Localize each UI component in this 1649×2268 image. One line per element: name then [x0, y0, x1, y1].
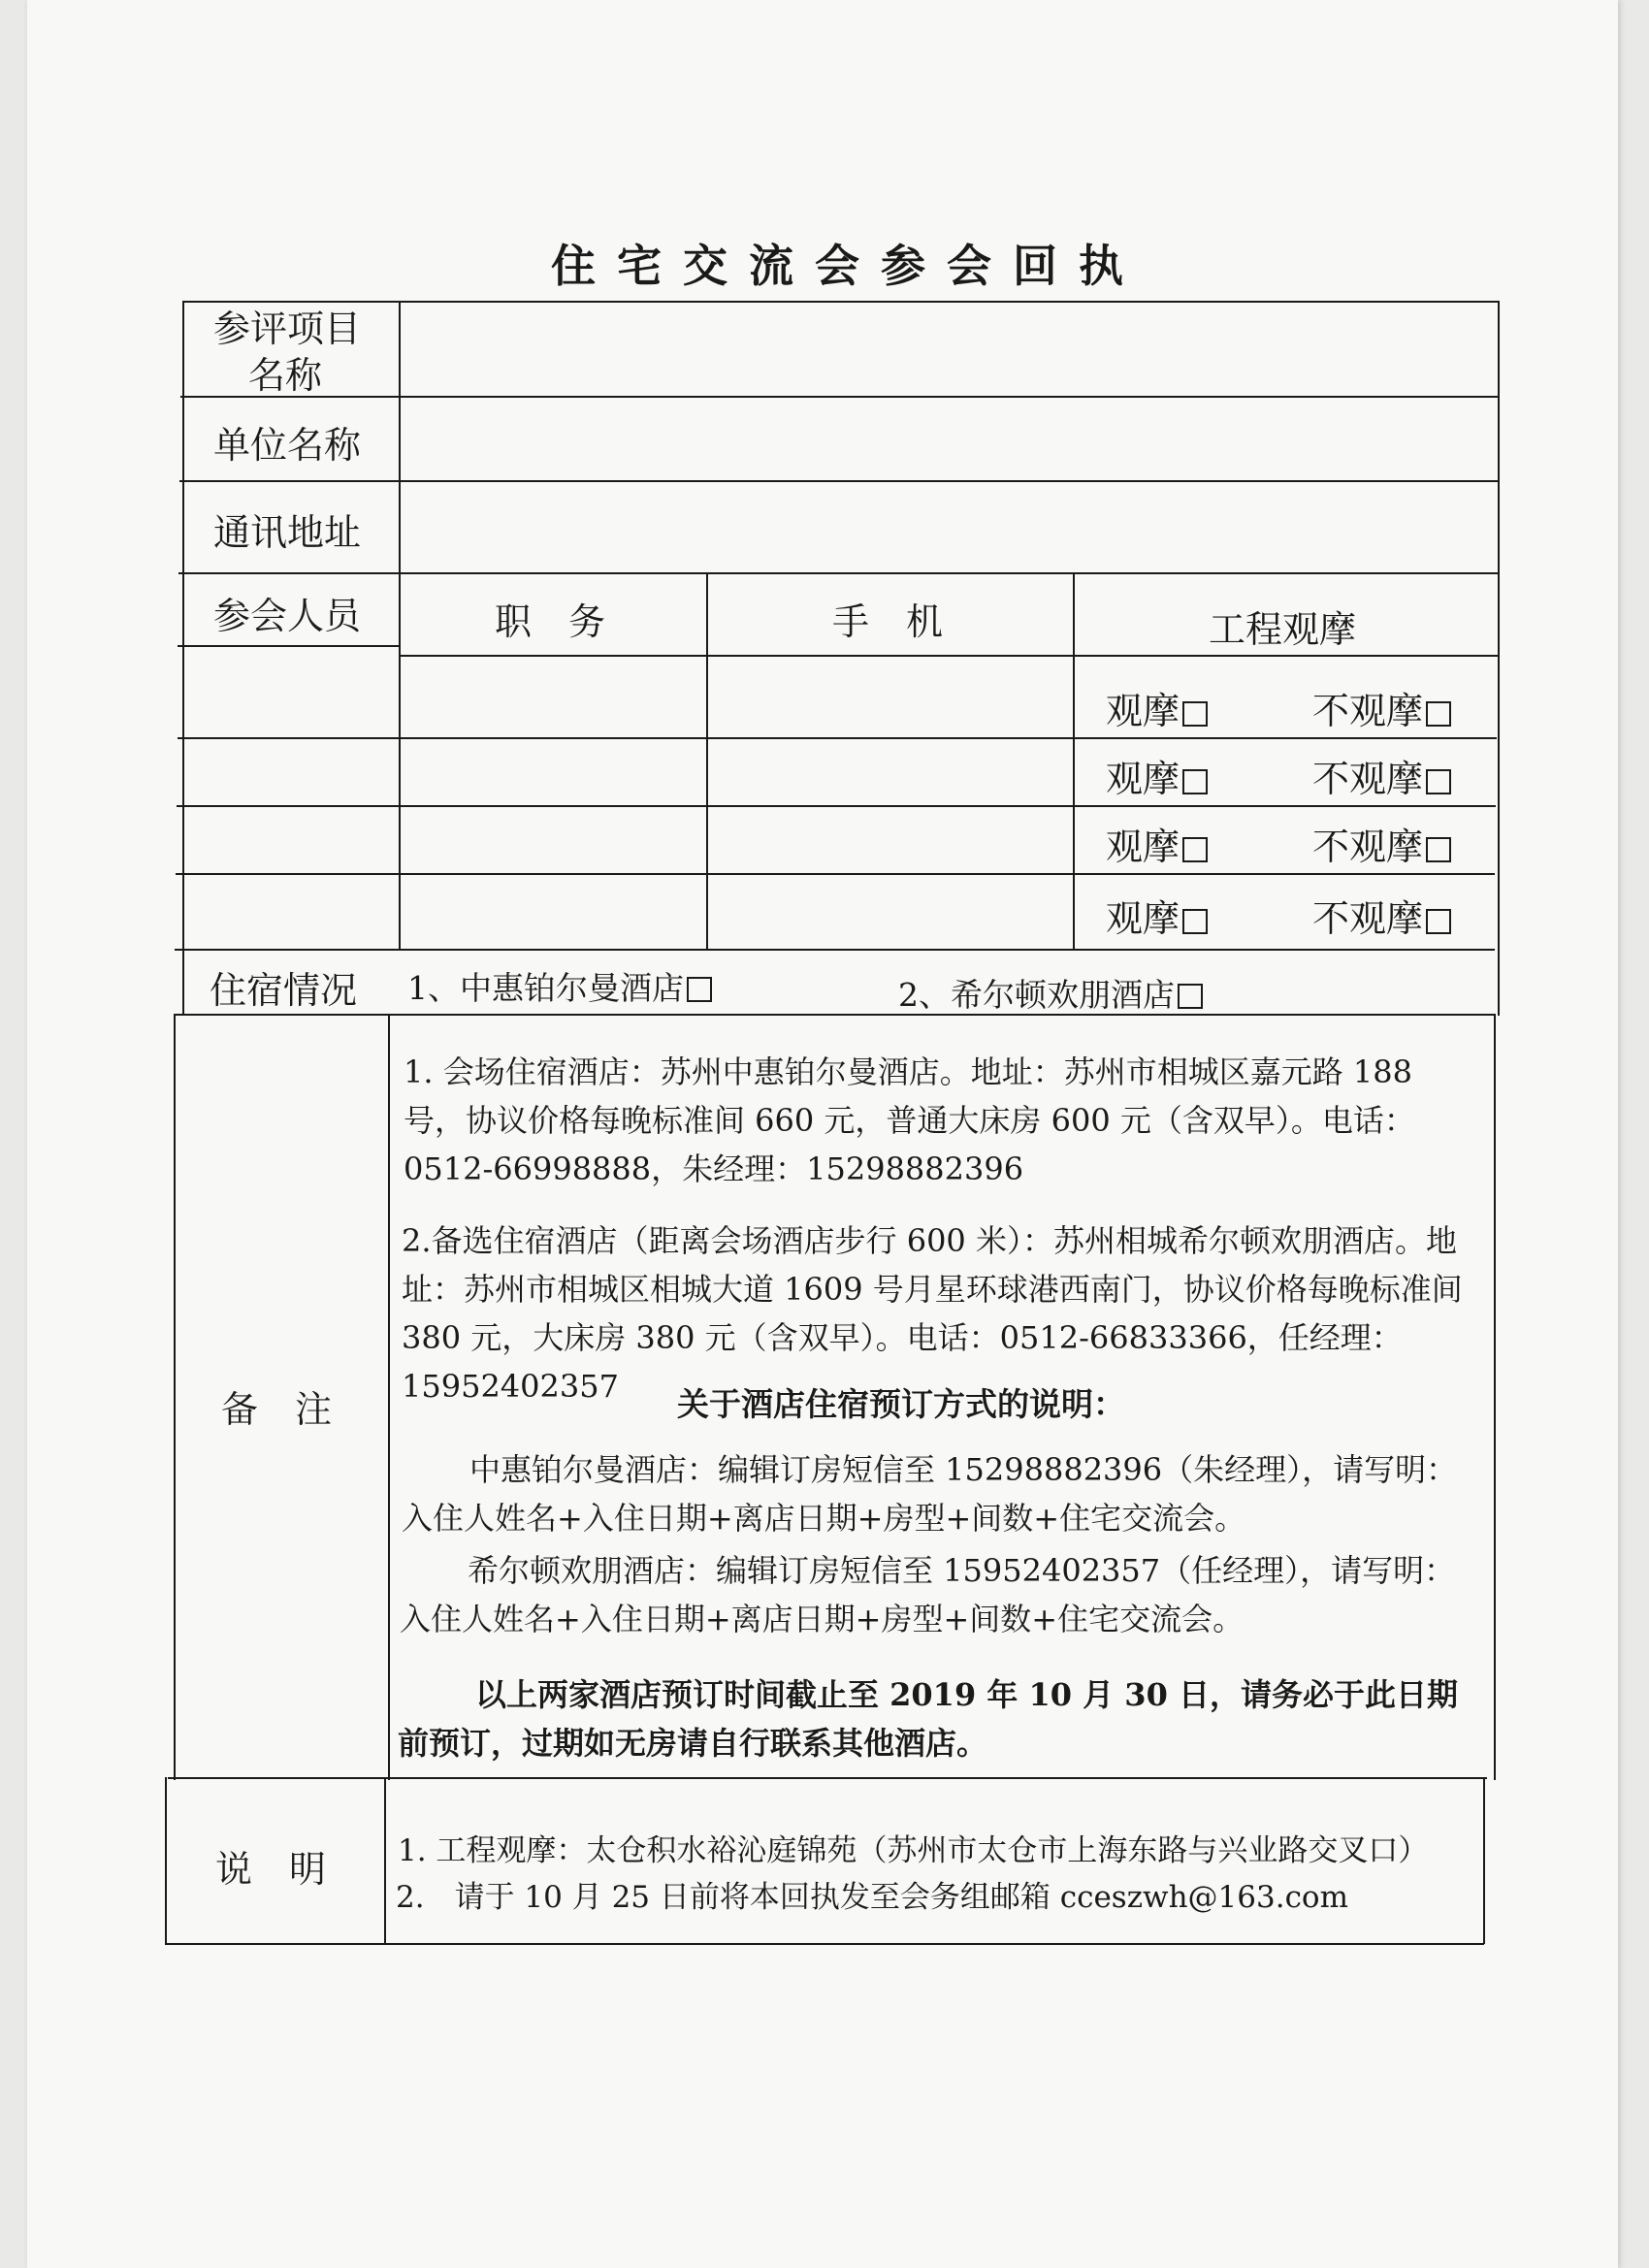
attendees-label: 参会人员	[213, 595, 362, 637]
visit-option[interactable]: 观摩	[1106, 749, 1208, 802]
notes-item-1: 1. 工程观摩：太仓积水裕沁庭锦苑（苏州市太仓市上海东路与兴业路交叉口）	[398, 1833, 1429, 1868]
visit-option[interactable]: 观摩	[1106, 817, 1208, 870]
rule	[177, 805, 1496, 807]
position-header: 职 务	[495, 600, 606, 643]
rule	[1483, 1777, 1485, 1944]
notes-item-2: 2. 请于 10 月 25 日前将本回执发至会务组邮箱 cceszwh@163.com	[396, 1880, 1348, 1915]
notes-label: 说 明	[215, 1848, 327, 1891]
no-visit-checkbox[interactable]	[1426, 701, 1451, 727]
project-name-label-2: 名称	[248, 354, 323, 397]
remarks-label: 备 注	[221, 1388, 333, 1431]
visit-option[interactable]: 观摩	[1106, 681, 1208, 734]
no-visit-option[interactable]: 不观摩	[1312, 817, 1451, 870]
rule	[180, 396, 1500, 398]
remarks-item-1: 1. 会场住宿酒店：苏州中惠铂尔曼酒店。地址：苏州市相城区嘉元路 188 号，协议价格每晚标准间 660 元，普通大床房 600 元（含双早）。电话：0512-66998888，朱经理：15298882396	[404, 1053, 1415, 1187]
unit-name-label: 单位名称	[213, 424, 362, 467]
rule	[178, 737, 1497, 739]
rule	[176, 873, 1495, 875]
visit-checkbox[interactable]	[1182, 909, 1208, 934]
booking-deadline: 以上两家酒店预订时间截止至 2019 年 10 月 30 日，请务必于此日期前预订，过期如无房请自行联系其他酒店。	[398, 1676, 1458, 1762]
rule	[178, 645, 401, 647]
no-visit-checkbox[interactable]	[1426, 769, 1451, 794]
project-name-label: 参评项目	[213, 308, 362, 350]
no-visit-option[interactable]: 不观摩	[1312, 749, 1451, 802]
rule	[384, 1777, 386, 1944]
rule	[174, 1014, 1494, 1016]
form-sheet	[27, 0, 1618, 2268]
visit-checkbox[interactable]	[1182, 701, 1208, 727]
rule	[179, 480, 1499, 482]
lodging-label: 住宿情况	[210, 969, 358, 1012]
hotel1-checkbox[interactable]	[687, 977, 712, 1002]
rule	[175, 949, 1495, 951]
remarks-item-2: 2.备选住宿酒店（距离会场酒店步行 600 米）：苏州相城希尔顿欢朋酒店。地址：苏州市相城区相城大道 1609 号月星环球港西南门，协议价格每晚标准间 380 元，大床房 380 元（含双早）。电话：0512-66833366，任经理：15952402357	[402, 1222, 1463, 1405]
address-label: 通讯地址	[213, 511, 362, 554]
rule	[388, 1014, 390, 1780]
rule	[168, 1777, 1487, 1779]
rule	[706, 574, 708, 950]
rule	[182, 301, 1500, 303]
no-visit-option[interactable]: 不观摩	[1312, 889, 1451, 942]
rule	[182, 301, 184, 1015]
rule	[178, 572, 1498, 574]
form-title: 住宅交流会参会回执	[551, 240, 1145, 292]
booking-pullman: 中惠铂尔曼酒店：编辑订房短信至 15298882396（朱经理），请写明：入住人姓名+入住日期+离店日期+房型+间数+住宅交流会。	[402, 1451, 1458, 1537]
rule	[1073, 574, 1075, 950]
visit-checkbox[interactable]	[1182, 837, 1208, 862]
booking-hampton: 希尔顿欢朋酒店：编辑订房短信至 15952402357（任经理），请写明：入住人姓名+入住日期+离店日期+房型+间数+住宅交流会。	[400, 1552, 1456, 1637]
hotel1-option[interactable]: 1、中惠铂尔曼酒店	[407, 963, 712, 1009]
rule	[399, 655, 1498, 657]
no-visit-checkbox[interactable]	[1426, 837, 1451, 862]
rule	[165, 1943, 1484, 1945]
booking-heading: 关于酒店住宿预订方式的说明：	[677, 1385, 1125, 1423]
mobile-header: 手 机	[832, 600, 944, 643]
site-visit-header: 工程观摩	[1209, 608, 1357, 651]
visit-checkbox[interactable]	[1182, 769, 1208, 794]
hotel2-checkbox[interactable]	[1178, 984, 1203, 1009]
hotel2-option[interactable]: 2、希尔顿欢朋酒店	[898, 970, 1203, 1016]
no-visit-option[interactable]: 不观摩	[1312, 681, 1451, 734]
rule	[174, 1014, 176, 1780]
no-visit-checkbox[interactable]	[1426, 909, 1451, 934]
rule	[1494, 1014, 1496, 1780]
rule	[165, 1777, 167, 1944]
visit-option[interactable]: 观摩	[1106, 889, 1208, 942]
rule	[399, 301, 401, 951]
rule	[1498, 301, 1500, 1016]
